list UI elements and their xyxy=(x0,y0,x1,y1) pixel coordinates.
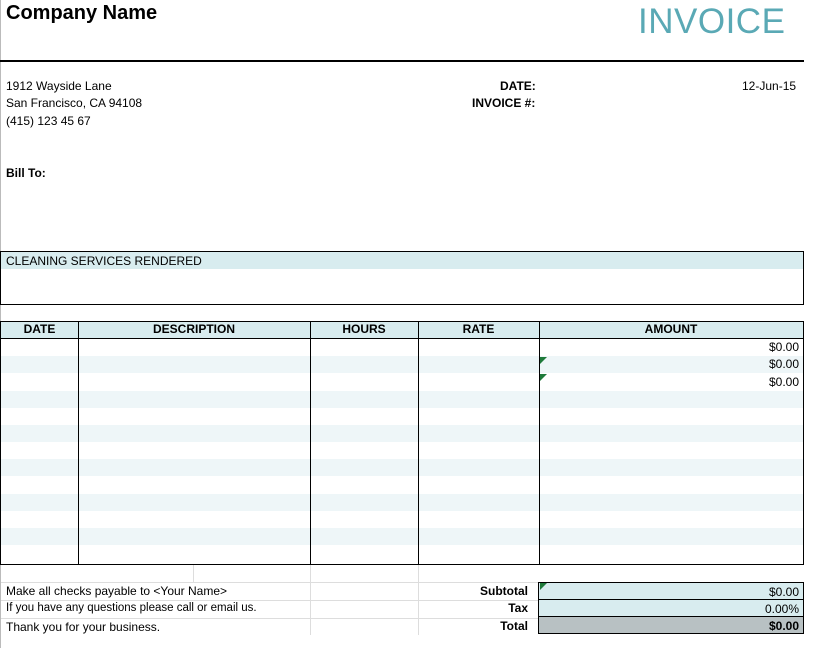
col-amount-header: AMOUNT xyxy=(644,322,698,336)
table-row[interactable] xyxy=(1,339,803,356)
table-row[interactable] xyxy=(1,459,803,476)
table-row[interactable] xyxy=(1,408,803,425)
grid-line xyxy=(193,565,194,582)
thank-you-note: Thank you for your business. xyxy=(6,620,161,634)
col-divider xyxy=(310,321,311,565)
payable-note: Make all checks payable to <Your Name> xyxy=(6,584,228,598)
table-row[interactable] xyxy=(1,511,803,528)
table-row[interactable] xyxy=(1,356,803,373)
amount-cell[interactable]: $0.00 xyxy=(768,340,799,354)
table-row[interactable] xyxy=(1,373,803,390)
table-row[interactable] xyxy=(1,545,803,562)
cell-comment-marker-icon xyxy=(540,357,547,364)
col-divider xyxy=(0,321,1,565)
col-divider xyxy=(78,321,79,565)
invoice-number-label: INVOICE #: xyxy=(472,96,536,110)
col-divider xyxy=(418,321,419,565)
grid-line xyxy=(1,582,538,583)
sender-city: San Francisco, CA 94108 xyxy=(6,96,143,110)
date-label: DATE: xyxy=(500,79,536,93)
amount-cell[interactable]: $0.00 xyxy=(768,357,799,371)
services-heading: CLEANING SERVICES RENDERED xyxy=(0,251,804,270)
header-divider xyxy=(0,60,804,62)
table-row[interactable] xyxy=(1,528,803,545)
questions-note: If you have any questions please call or email us. xyxy=(6,602,257,614)
services-description-field[interactable] xyxy=(0,269,804,305)
sender-street: 1912 Wayside Lane xyxy=(6,79,112,93)
table-row[interactable] xyxy=(1,442,803,459)
tax-label: Tax xyxy=(508,601,528,615)
bill-to-label: Bill To: xyxy=(6,166,46,180)
amount-cell[interactable]: $0.00 xyxy=(768,375,799,389)
sender-phone: (415) 123 45 67 xyxy=(6,114,91,128)
total-label: Total xyxy=(500,619,528,633)
table-row[interactable] xyxy=(1,477,803,494)
cell-comment-marker-icon xyxy=(540,374,547,381)
col-rate-header: RATE xyxy=(462,322,495,336)
total-value[interactable]: $0.00 xyxy=(538,616,804,634)
subtotal-value[interactable]: $0.00 xyxy=(538,582,804,600)
col-hours-header: HOURS xyxy=(342,322,386,336)
table-row[interactable] xyxy=(1,494,803,511)
grid-line xyxy=(310,565,311,635)
cell-comment-marker-icon xyxy=(540,583,547,590)
invoice-title: INVOICE xyxy=(638,2,786,41)
subtotal-label: Subtotal xyxy=(480,584,528,598)
col-description-header: DESCRIPTION xyxy=(152,322,235,336)
tax-value[interactable]: 0.00% xyxy=(538,599,804,617)
col-date-header: DATE xyxy=(23,322,56,336)
company-name: Company Name xyxy=(6,2,158,24)
table-row[interactable] xyxy=(1,391,803,408)
date-value[interactable]: 12-Jun-15 xyxy=(742,79,797,93)
table-row[interactable] xyxy=(1,425,803,442)
